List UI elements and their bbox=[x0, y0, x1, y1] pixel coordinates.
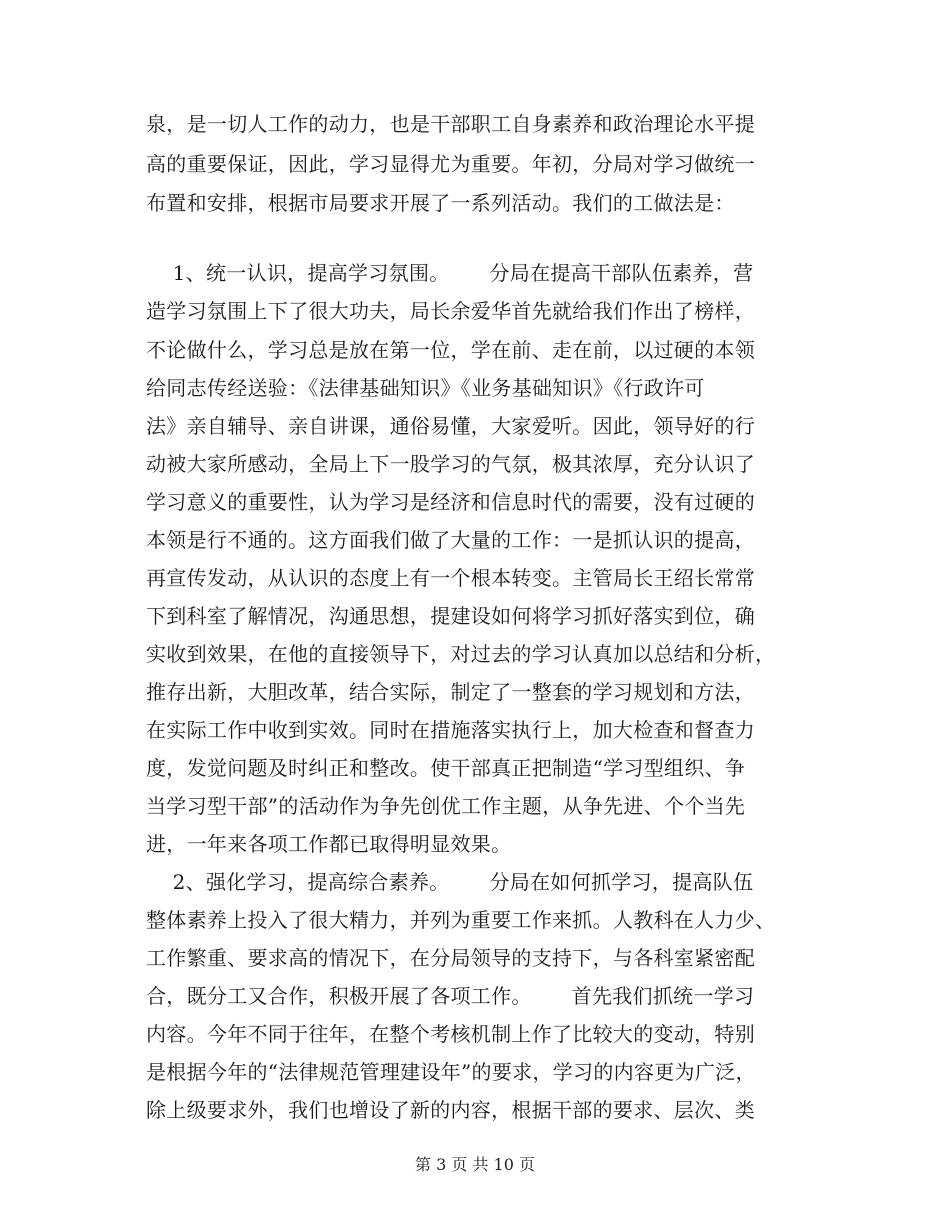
body-line: 泉，是一切人工作的动力，也是干部职工自身素养和政治理论水平提 bbox=[146, 112, 755, 136]
section-heading-line: 1、统一认识，提高学习氛围。 分局在提高干部队伍素养，营 bbox=[146, 261, 754, 285]
body-line: 是根据今年的“法律规范管理建设年”的要求，学习的内容更为广泛， bbox=[146, 1060, 756, 1084]
body-line: 动被大家所感动，全局上下一股学习的气氛，极其浓厚，充分认识了 bbox=[146, 452, 755, 476]
body-line: 给同志传经送验：《法律基础知识》《业务基础知识》《行政许可 bbox=[146, 376, 705, 400]
body-line: 下到科室了解情况，沟通思想，提建设如何将学习抓好落实到位，确 bbox=[146, 604, 755, 628]
body-line: 内容。今年不同于往年，在整个考核机制上作了比较大的变动，特别 bbox=[146, 1022, 755, 1046]
page-number-footer: 第 3 页 共 10 页 bbox=[415, 1155, 535, 1174]
body-line: 造学习氛围上下了很大功夫，局长余爱华首先就给我们作出了榜样， bbox=[146, 299, 755, 323]
body-line: 布置和安排，根据市局要求开展了一系列活动。我们的工做法是： bbox=[146, 191, 735, 215]
body-line: 度，发觉问题及时纠正和整改。使干部真正把制造“学习型组织、争 bbox=[146, 756, 746, 780]
body-line: 除上级要求外，我们也增设了新的内容，根据干部的要求、层次、类 bbox=[146, 1098, 755, 1122]
body-line: 学习意义的重要性，认为学习是经济和信息时代的需要，没有过硬的 bbox=[146, 490, 755, 514]
body-line: 再宣传发动，从认识的态度上有一个根本转变。主管局长王绍长常常 bbox=[146, 566, 755, 590]
body-line: 当学习型干部”的活动作为争先创优工作主题，从争先进、个个当先 bbox=[146, 794, 746, 818]
body-line: 不论做什么，学习总是放在第一位，学在前、走在前，以过硬的本领 bbox=[146, 338, 755, 362]
body-line: 高的重要保证，因此，学习显得尤为重要。年初，分局对学习做统一 bbox=[146, 152, 755, 176]
body-line: 合，既分工又合作，积极开展了各项工作。 首先我们抓统一学习 bbox=[146, 984, 755, 1008]
section-heading-line: 2、强化学习，提高综合素养。 分局在如何抓学习，提高队伍 bbox=[146, 870, 754, 894]
body-line: 整体素养上投入了很大精力，并列为重要工作来抓。人教科在人力少、 bbox=[146, 908, 776, 932]
body-line: 工作繁重、要求高的情况下，在分局领导的支持下，与各科室紧密配 bbox=[146, 946, 755, 970]
body-line: 实收到效果，在他的直接领导下，对过去的学习认真加以总结和分析， bbox=[146, 642, 776, 666]
body-line: 本领是行不通的。这方面我们做了大量的工作：一是抓认识的提高， bbox=[146, 528, 755, 552]
body-line: 进，一年来各项工作都已取得明显效果。 bbox=[146, 832, 512, 856]
body-line: 推存出新，大胆改革，结合实际，制定了一整套的学习规划和方法， bbox=[146, 680, 755, 704]
body-line: 法》亲自辅导、亲自讲课，通俗易懂，大家爱听。因此，领导好的行 bbox=[146, 414, 755, 438]
body-line: 在实际工作中收到实效。同时在措施落实执行上，加大检查和督查力 bbox=[146, 718, 755, 742]
